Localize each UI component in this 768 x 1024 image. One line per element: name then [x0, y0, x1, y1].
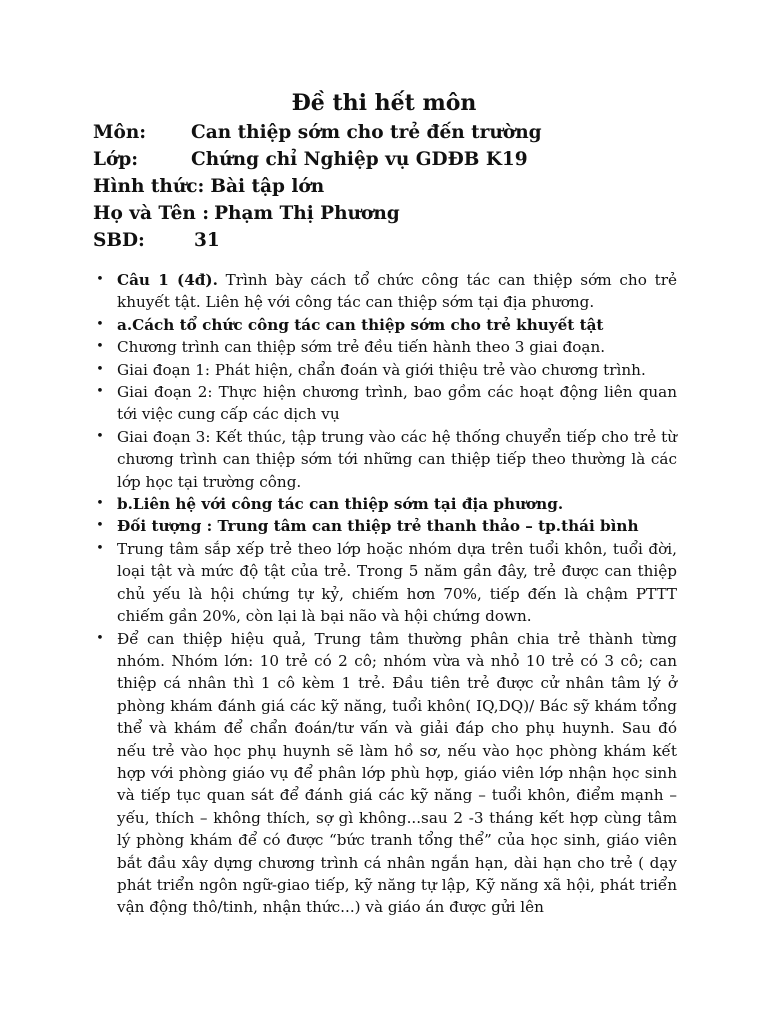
bullet-icon: •	[96, 339, 104, 355]
meta-value: Phạm Thị Phương	[214, 203, 400, 224]
document-title: Đề thi hết môn	[291, 90, 477, 116]
item-text: Trung tâm sắp xếp trẻ theo lớp hoặc nhóm dựa trên tuổi khôn, tuổi đời, loại tật và mức độ tật của trẻ. Trong 5 năm gần đây, trẻ được can thiệp chủ yếu là hội chứng tự kỷ, chiếm hơn 70%, tiếp đến là chậm PTTT chiếm gần 20%, còn lại là bại não và hội chứng down.	[117, 539, 677, 626]
item-lead: b.Liên hệ với công tác can thiệp sớm tại địa phương.	[117, 495, 564, 514]
meta-value: Can thiệp sớm cho trẻ đến trường	[191, 122, 542, 143]
item-text: Trình bày cách tổ chức công tác can thiệp sớm cho trẻ khuyết tật. Liên hệ với công tác can thiệp sớm tại địa phương.	[117, 271, 677, 312]
item-lead: Câu 1 (4đ).	[117, 271, 218, 289]
bullet-icon: •	[96, 630, 104, 646]
meta-value: Bài tập lớn	[210, 176, 325, 197]
list-item	[93, 269, 677, 314]
list-item	[93, 538, 677, 628]
bullet-icon: •	[96, 428, 104, 444]
bullet-icon: •	[96, 496, 104, 512]
list-item	[93, 359, 677, 381]
answer-list	[93, 269, 677, 919]
bullet-icon: •	[96, 316, 104, 332]
exam-info	[93, 119, 713, 254]
bullet-icon: •	[96, 361, 104, 377]
meta-key: Lớp:	[93, 149, 139, 170]
list-item	[93, 426, 677, 493]
item-lead: Đối tượng : Trung tâm can thiệp trẻ thanh thảo – tp.thái bình	[117, 517, 639, 536]
bullet-icon: •	[96, 272, 104, 287]
meta-fullname	[93, 200, 713, 227]
meta-key: Hình thức:	[93, 176, 205, 197]
list-item	[93, 336, 677, 358]
bullet-icon: •	[96, 518, 104, 534]
list-item	[93, 515, 677, 537]
list-item	[93, 381, 677, 426]
item-text: Để can thiệp hiệu quả, Trung tâm thường phân chia trẻ thành từng nhóm. Nhóm lớn: 10 trẻ có 2 cô; nhóm vừa và nhỏ 10 trẻ có 3 cô; can thiệp cá nhân thì 1 cô kèm 1 trẻ. Đầu tiên trẻ được cử nhân tâm lý ở phòng khám đánh giá các kỹ năng, tuổi khôn( IQ,DQ)/ Bác sỹ khám tổng thể và khám để chẩn đoán/tư vấn và giải đáp cho phụ huynh. Sau đó nếu trẻ vào học phụ huynh sẽ làm hồ sơ, nếu vào học phòng khám kết hợp với phòng giáo vụ để phân lớp phù hợp, giáo viên lớp nhận học sinh và tiếp tục quan sát để đánh giá các kỹ năng – tuổi khôn, điểm mạnh – yếu, thích – không thích, sợ gì không...sau 2 -3 tháng kết hợp cùng tâm lý phòng khám để có được “bức tranh tổng thể” của học sinh, giáo viên bắt đầu xây dựng chương trình cá nhân ngắn hạn, dài hạn cho trẻ ( dạy phát triển ngôn ngữ-giao tiếp, kỹ năng tự lập, Kỹ năng xã hội, phát triển vận động thô/tinh, nhận thức...) và giáo án được gửi lên	[117, 629, 677, 917]
meta-candidate-number	[93, 227, 713, 254]
item-text: Chương trình can thiệp sớm trẻ đều tiến hành theo 3 giai đoạn.	[117, 338, 606, 357]
item-text: Giai đoạn 2: Thực hiện chương trình, bao gồm các hoạt động liên quan tới việc cung cấp các dịch vụ	[117, 383, 677, 424]
meta-key: Môn:	[93, 122, 147, 143]
meta-value: 31	[194, 230, 220, 251]
list-item	[93, 314, 677, 336]
meta-value: Chứng chỉ Nghiệp vụ GDĐB K19	[191, 149, 528, 170]
list-item	[93, 628, 677, 919]
meta-key: Họ và Tên :	[93, 203, 210, 224]
list-item	[93, 493, 677, 515]
item-text: Giai đoạn 1: Phát hiện, chẩn đoán và giới thiệu trẻ vào chương trình.	[117, 360, 646, 379]
bullet-icon: •	[96, 540, 104, 556]
meta-subject	[93, 119, 713, 146]
item-lead: a.Cách tổ chức công tác can thiệp sớm cho trẻ khuyết tật	[117, 315, 604, 334]
bullet-icon: •	[96, 384, 104, 400]
meta-format	[93, 173, 713, 200]
meta-key: SBD:	[93, 230, 145, 251]
meta-class	[93, 146, 713, 173]
item-text: Giai đoạn 3: Kết thúc, tập trung vào các hệ thống chuyển tiếp cho trẻ từ chương trình can thiệp sớm tới những can thiệp tiếp theo thường là các lớp học tại trường công.	[117, 427, 677, 491]
